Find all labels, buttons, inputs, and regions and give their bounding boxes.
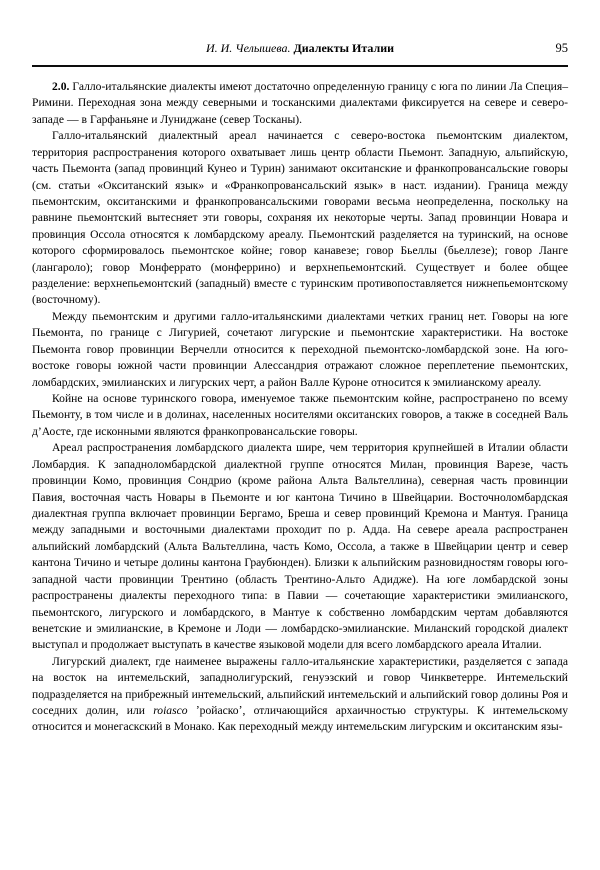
- paragraph-piedmont: Галло-итальянский диалектный ареал начинается с северо-востока пьемонтским диалектом, территория распространения которого охватывает лишь центр области Пьемонт. Западную, альпийскую, часть Пьемонта (запад провинций Кунео и Турин) занимают окситанские и франкопровансальские говоры (см. статьи «Окситанский язык» и «Франкопровансальский язык» в наст. издании). Граница между пьемонтским, окситанскими и франкопровансальскими говорами весьма неопределенна, поскольку на равнине пьемонтский вытесняет эти говоры, сохраняя их некоторые черты. Запад провинции Новара и провинция Оссола относятся к ломбардскому ареалу. Пьемонтский разделяется на туринский, на основе которого сформировалось пьемонтское койне; говор канавезе; говор Бьеллы (бьеллезе); говор Ланге (лангароло); говор Монферрато (монферрино) и верхнепьемонтский. Существует и более общее разделение: верхнепьемонтский (западный) вместе с туринским противопоставляется нижнепьемонтскому (восточному).: [32, 129, 568, 307]
- header-rule: [32, 65, 568, 67]
- running-head-author: И. И. Челышева.: [205, 41, 291, 55]
- paragraph-section-2-0: [32, 79, 568, 128]
- running-head-title: [32, 40, 568, 56]
- italic-dialect-term: roiasco: [153, 704, 188, 718]
- paragraph-text-part-2: ʼройаскоʼ, отличающийся архаичностью структуры. К интемельскому относится и монегаскский в Монако. Как переходный между интемельским лигурским и окситанским язы-: [32, 704, 568, 734]
- body-text-block: [32, 79, 568, 736]
- paragraph-ligurian: [32, 654, 568, 736]
- page-number: 95: [555, 41, 568, 55]
- paragraph-text-part-1: Лигурский диалект, где наименее выражены галло-итальянские характеристики, разделяется с запада на восток на интемельский, западнолигурский, генуэзский и говор Чинкветерре. Интемельский подразделяется на прибрежный интемельский, альпийский интемельский и альпийский говор долины Роя и соседних долин, или: [32, 654, 568, 718]
- paragraph-koine: Койне на основе туринского говора, именуемое также пьемонтским койне, распространено по всему Пьемонту, в том числе и в долинах, населенных носителями окситанских говоров, а также в соседней Валь д’Аосте, где исконными являются франкопровансальские говоры.: [32, 392, 568, 438]
- running-head: [32, 40, 568, 60]
- section-number: 2.0.: [52, 80, 70, 93]
- running-head-work: Диалекты Италии: [293, 41, 395, 55]
- paragraph-text: Галло-итальянские диалекты имеют достаточно определенную границу с юга по линии Ла Специя–Римини. Переходная зона между северными и тосканскими диалектами фиксируется на севере и северо-западе — в Гарфаньяне и Луниджане (север Тосканы).: [32, 80, 568, 126]
- paragraph-lombard: Ареал распространения ломбардского диалекта шире, чем территория крупнейшей в Италии области Ломбардия. К западноломбардской диалектной группе относятся Милан, провинция Варезе, часть провинции Комо, провинция Сондрио (кроме района Альта Вальтеллина), северная часть провинции Павия, восточная часть Новары в Пьемонте и юг кантона Тичино в Швейцарии. Восточноломбардская диалектная группа включает провинции Бергамо, Бреша и север провинций Кремона и Мантуя. Граница между западными и восточными диалектами проходит по р. Адда. На севере ареала распространен альпийский ломбардский (Альта Вальтеллина, часть Комо, Оссола, а также в Швейцарии центр и север кантона Тичино и четыре долины кантона Граубюнден). Близки к альпийским разновидностям говоры юго-западной части провинции Трентино (область Трентино-Альто Адидже). На юге ломбардской зоны распространены диалекты переходного типа: в Павии — сочетающие характеристики эмилианского, пьемонтского, лигурского и ломбардского, в Мантуе к собственно ломбардским чертам добавляются венетские и эмилианские, в Кремоне и Лоди — ломбардско-эмилианские. Миланский городской диалект выступал и продолжает выступать в качестве языковой модели для всего ломбардского ареала Италии.: [32, 441, 568, 652]
- paragraph-boundaries: Между пьемонтским и другими галло-итальянскими диалектами четких границ нет. Говоры на юге Пьемонта, по границе с Лигурией, сочетают лигурские и пьемонтские характеристики. На востоке Пьемонта говор провинции Верчелли относится к переходной пьемонтско-ломбардской зоне. На юго-востоке говоры южной части провинции Алессандрия отражают сложное переплетение пьемонтских, ломбардских, эмилианских и лигурских черт, а район Валле Куроне относится к эмилианскому ареалу.: [32, 309, 568, 389]
